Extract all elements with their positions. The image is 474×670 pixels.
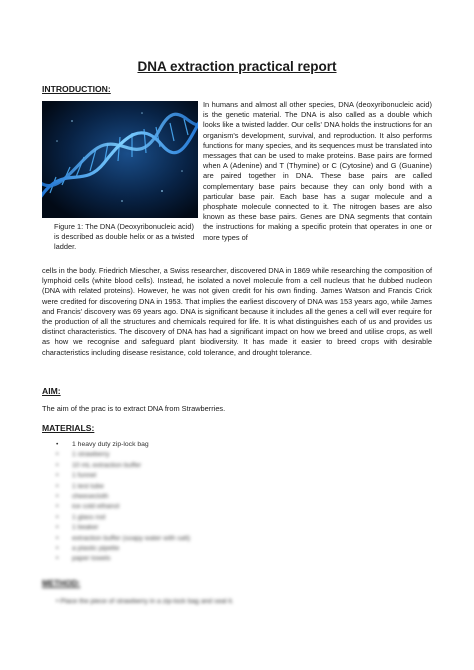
material-item: • paper towels xyxy=(56,554,386,564)
material-item: • ice cold ethanol xyxy=(56,502,386,512)
material-item: • 1 funnel xyxy=(56,471,386,481)
material-item: • 10 mL extraction buffer xyxy=(56,461,386,471)
aim-heading: AIM: xyxy=(42,386,61,396)
material-item: • cheesecloth xyxy=(56,492,386,502)
material-item: • a plastic pipette xyxy=(56,544,386,554)
document-title: DNA extraction practical report xyxy=(137,59,337,74)
material-item: • 1 heavy duty zip-lock bag xyxy=(56,440,386,450)
dna-helix-image xyxy=(42,101,198,218)
material-item: • 1 beaker xyxy=(56,523,386,533)
method-step: • Place the piece of strawberry in a zip-lock bag and seal it. xyxy=(56,598,234,605)
introduction-paragraph-side: In humans and almost all other species, DNA (deoxyribonucleic acid) is the genetic material. The DNA is also called as a double which looks like a twisted ladder. Our cells' DNA holds the instructions for an organism's development, survival, and reproduction. It also performs functions for many species, and its sequences must be translated into messages that can be used to make proteins. Base pairs are formed when A (Adenine) and T (Thymine) or C (Cytosine) and G (Guanine) are paired together in DNA. These base pairs are called complementary base pairs because they can only bond with a particular base pair. Each base has a sugar molecule and a phosphate molecule connected to it. The nitrogen bases are also known as these base pairs. Genes are DNA segments that contain the instructions for making a specific protein that operates in one or more types of xyxy=(203,100,432,242)
introduction-paragraph-full: cells in the body. Friedrich Miescher, a Swiss researcher, discovered DNA in 1869 while researching the composition of lymphoid cells (white blood cells). Instead, he isolated a novel molecule from a cell nucleus that he dubbed nucleon (DNA with related proteins). However, he was not given credit for his own finding. James Watson and Francis Crick were credited for discovering DNA in 1953. That implies the earliest discovery of DNA was 153 years ago, while James and Francis' discovery was 69 years ago. DNA is significant because it includes all the genes a cell will ever require for the production of all the structures and chemicals required for life. It is what distinguishes each of us and provides us distinct characteristics. The discovery of DNA has had a significant impact on how we breed and utilise crops, as well as how we recognise and safeguard plant biodiversity. It has made it easier to breed crops with desirable characteristics including disease resistance, cold tolerance, and drought tolerance. xyxy=(42,266,432,357)
figure-caption: Figure 1: The DNA (Deoxyribonucleic acid) is described as double helix or as a twisted ladder. xyxy=(54,222,195,252)
material-item: • 1 strawberry xyxy=(56,450,386,460)
method-heading: METHOD: xyxy=(42,579,81,588)
material-item: • 1 glass rod xyxy=(56,513,386,523)
introduction-heading: INTRODUCTION: xyxy=(42,84,111,94)
aim-text: The aim of the prac is to extract DNA from Strawberries. xyxy=(42,404,226,413)
method-step-text: Place the piece of strawberry in a zip-lock bag and seal it. xyxy=(60,598,234,605)
dna-helix-illustration xyxy=(42,101,198,218)
material-item: • 1 test tube xyxy=(56,482,386,492)
material-item: • extraction buffer (soapy water with salt) xyxy=(56,534,386,544)
materials-heading: MATERIALS: xyxy=(42,423,95,433)
materials-list xyxy=(56,440,386,565)
